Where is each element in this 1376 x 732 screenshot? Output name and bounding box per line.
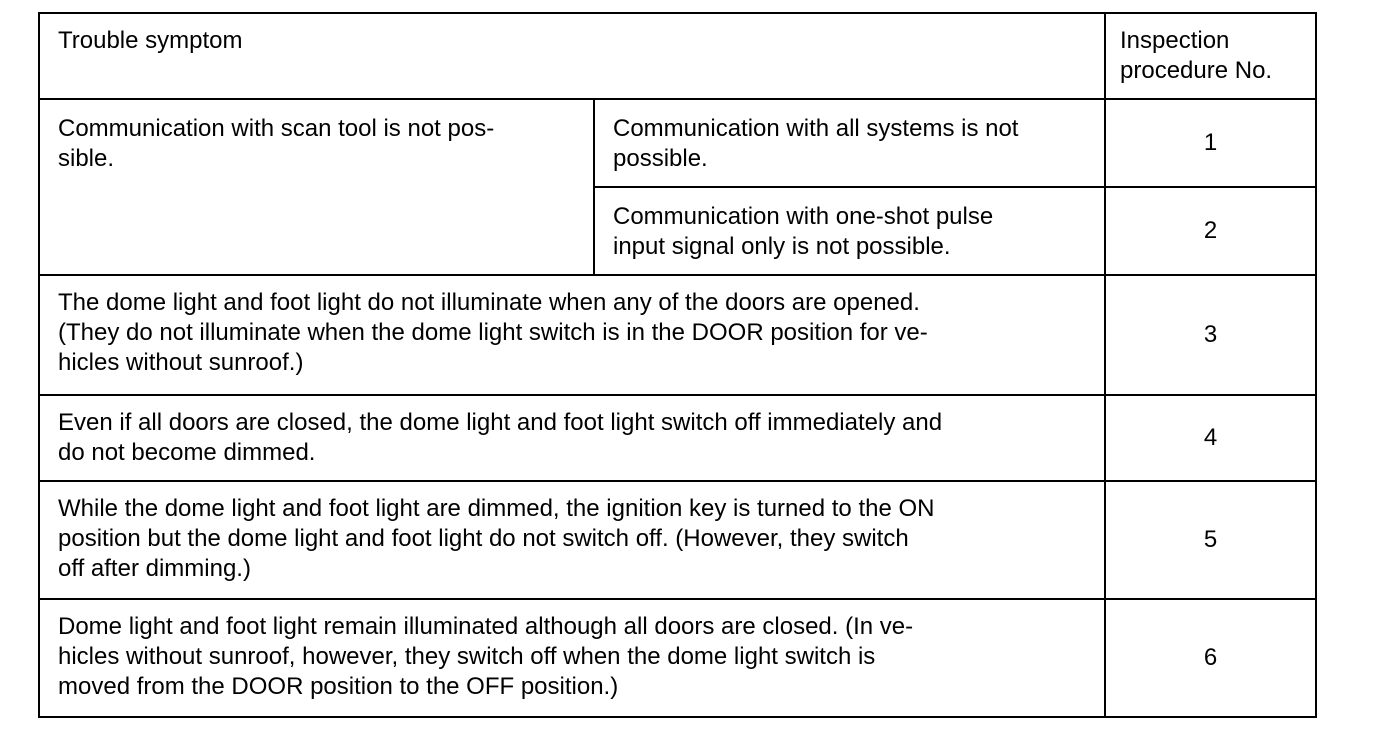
symptom-cell: Communication with all systems is not possible. xyxy=(594,99,1105,187)
table-row xyxy=(39,599,1316,717)
table-header-row xyxy=(39,13,1316,99)
procedure-number-cell: 1 xyxy=(1105,99,1316,187)
trouble-symptom-table xyxy=(38,12,1317,718)
table-row xyxy=(39,99,1316,187)
symptom-cell: The dome light and foot light do not illuminate when any of the doors are opened. (They do not illuminate when the dome light switch is in the DOOR position for ve- hicles without sunroof.) xyxy=(39,275,1105,395)
header-trouble-symptom: Trouble symptom xyxy=(39,13,1105,99)
symptom-cell: Even if all doors are closed, the dome light and foot light switch off immediately and do not become dimmed. xyxy=(39,395,1105,481)
symptom-cell: Communication with one-shot pulse input signal only is not possible. xyxy=(594,187,1105,275)
header-inspection-procedure: Inspection procedure No. xyxy=(1105,13,1316,99)
procedure-number-cell: 4 xyxy=(1105,395,1316,481)
scan-tool-communication-group: Communication with scan tool is not pos- sible. xyxy=(39,99,594,275)
procedure-number-cell: 2 xyxy=(1105,187,1316,275)
procedure-number-cell: 3 xyxy=(1105,275,1316,395)
symptom-cell: Dome light and foot light remain illuminated although all doors are closed. (In ve- hicles without sunroof, however, they switch off when the dome light switch is moved from the DOOR position to the OFF position.) xyxy=(39,599,1105,717)
table-row xyxy=(39,275,1316,395)
procedure-number-cell: 5 xyxy=(1105,481,1316,599)
table-row xyxy=(39,395,1316,481)
table-row xyxy=(39,481,1316,599)
symptom-cell: While the dome light and foot light are dimmed, the ignition key is turned to the ON position but the dome light and foot light do not switch off. (However, they switch off after dimming.) xyxy=(39,481,1105,599)
procedure-number-cell: 6 xyxy=(1105,599,1316,717)
